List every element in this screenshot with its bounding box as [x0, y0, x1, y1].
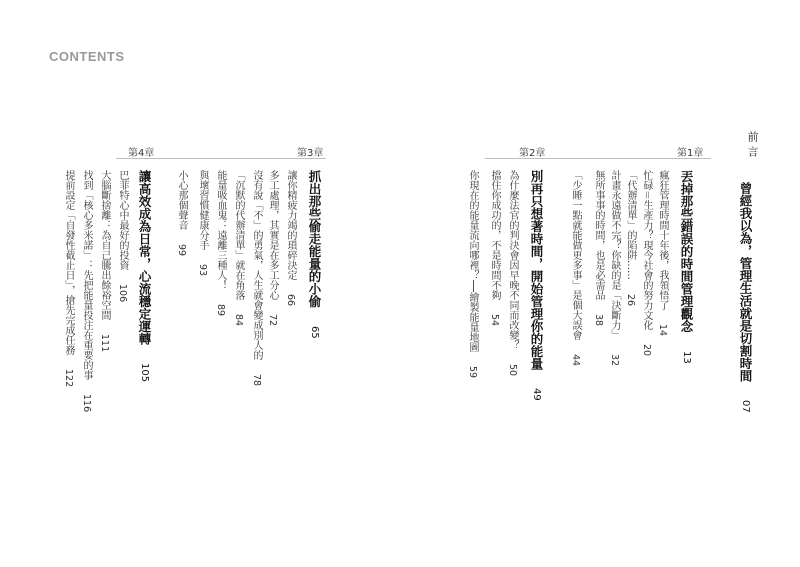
toc-item-text: 擋住你成功的，不是時間不夠: [489, 170, 500, 300]
toc-item[interactable]: [593, 170, 604, 326]
toc-item-text: 巴菲特心中最好的投資: [117, 170, 128, 270]
toc-item[interactable]: [641, 170, 652, 356]
toc-item[interactable]: [99, 170, 110, 352]
toc-item-page: 20: [641, 344, 652, 357]
toc-item-page: 116: [81, 394, 92, 413]
chapter-2-label: 第2章: [519, 148, 546, 159]
toc-item-page: 14: [657, 324, 668, 337]
toc-item[interactable]: [657, 170, 668, 336]
toc-item-text: 找到「核心多米諾」：先把能量投注在重要的事: [81, 170, 92, 380]
toc-item-text: 「少睡一點就能做更多事」是個大誤會: [570, 170, 581, 340]
chapter-3-title-page: 65: [309, 325, 320, 339]
toc-item-page: 44: [570, 354, 581, 367]
preface-label: 前言: [746, 131, 759, 161]
toc-item[interactable]: [609, 170, 620, 366]
chapter-2-title-page: 49: [531, 388, 542, 401]
toc-item-page: 54: [489, 314, 500, 327]
toc-item-text: 多工處理，其實是在多工分心: [267, 170, 278, 300]
toc-item-text: 能量吸血鬼：遠離三種人！: [215, 170, 226, 290]
chapter-3-label: 第3章: [297, 148, 324, 159]
toc-item[interactable]: [467, 170, 478, 378]
chapter-1-title[interactable]: [679, 170, 693, 363]
chapter-1-label: 第1章: [677, 148, 704, 159]
toc-item-text: 計畫永遠做不完？你缺的是「決斷力」: [609, 170, 620, 340]
toc-item[interactable]: [63, 170, 74, 387]
toc-item-page: 106: [117, 284, 128, 303]
toc-item[interactable]: [215, 170, 226, 316]
toc-item-text: 「代辦清單」的陷阱……: [625, 170, 636, 280]
chapter-4-title-text: 讓高效成為日常，心流穩定運轉: [137, 170, 152, 345]
toc-item-page: 84: [233, 314, 244, 327]
toc-item[interactable]: [176, 170, 187, 256]
preface-title[interactable]: [738, 182, 752, 413]
contents-title: CONTENTS: [49, 49, 125, 64]
toc-item[interactable]: [507, 170, 518, 376]
chapter-3-title[interactable]: [307, 170, 321, 338]
toc-item-text: 大腦斷捨離：為自己騰出餘裕空間: [99, 170, 110, 320]
toc-item-page: 111: [99, 334, 110, 353]
toc-item-page: 50: [507, 364, 518, 377]
toc-item-page: 93: [197, 264, 208, 277]
toc-item[interactable]: [233, 170, 244, 326]
chapter-3-title-text: 抓出那些偷走能量的小偷: [307, 170, 322, 308]
chapter-4-title[interactable]: [137, 170, 151, 382]
toc-item-page: 38: [593, 314, 604, 327]
preface-title-text: 曾經我以為，管理生活就是切割時間: [738, 182, 753, 382]
chapter-1-title-text: 丟掉那些錯誤的時間管理觀念: [679, 170, 694, 333]
toc-item[interactable]: [251, 170, 262, 386]
chapter-4-label: 第4章: [128, 148, 155, 159]
toc-item-text: 小心那個聲音: [176, 170, 187, 230]
toc-item-text: 無所事事的時間，也是必需品: [593, 170, 604, 300]
toc-item-page: 26: [625, 294, 636, 307]
toc-item[interactable]: [267, 170, 278, 326]
toc-item-text: 讓你精疲力竭的瑣碎決定: [285, 170, 296, 280]
chapter-2-title[interactable]: [529, 170, 543, 401]
chapter-1-title-page: 13: [681, 350, 692, 364]
chapter-2-title-text: 別再只想著時間，開始管理你的能量: [529, 170, 544, 370]
toc-item-page: 89: [215, 304, 226, 317]
preface-page: 07: [740, 400, 751, 413]
toc-item[interactable]: [117, 170, 128, 302]
toc-item-text: 你現在的能量流向哪裡？──繪製能量地圖: [467, 170, 478, 353]
toc-item-page: 122: [63, 369, 74, 388]
toc-item-text: 提前設定「自發性截止日」，搶先完成任務: [63, 170, 74, 355]
toc-item-text: 沒有說「不」的勇氣，人生就會變成別人的: [251, 170, 262, 360]
toc-item[interactable]: [81, 170, 92, 412]
chapter-4-title-page: 105: [139, 363, 150, 383]
toc-item-text: 忙碌＝生產力？現今社會的努力文化: [641, 170, 652, 330]
toc-item-text: 瘋狂管理時間十年後，我領悟了: [657, 170, 668, 310]
toc-item[interactable]: [197, 170, 208, 276]
toc-item[interactable]: [625, 170, 636, 306]
toc-item-text: 「沉默的代辦清單」就在角落: [233, 170, 244, 300]
toc-item-text: 為什麼法官的判決會因早晚不同而改變？: [507, 170, 518, 350]
toc-item-page: 99: [176, 244, 187, 257]
toc-item-page: 78: [251, 374, 262, 387]
toc-item-text: 與壞習慣健康分手: [197, 170, 208, 250]
toc-item[interactable]: [285, 170, 296, 306]
toc-item-page: 59: [467, 366, 478, 379]
toc-item-page: 32: [609, 354, 620, 367]
toc-item-page: 66: [285, 294, 296, 307]
toc-item[interactable]: [489, 170, 500, 326]
toc-item-page: 72: [267, 314, 278, 327]
toc-item[interactable]: [570, 170, 581, 366]
